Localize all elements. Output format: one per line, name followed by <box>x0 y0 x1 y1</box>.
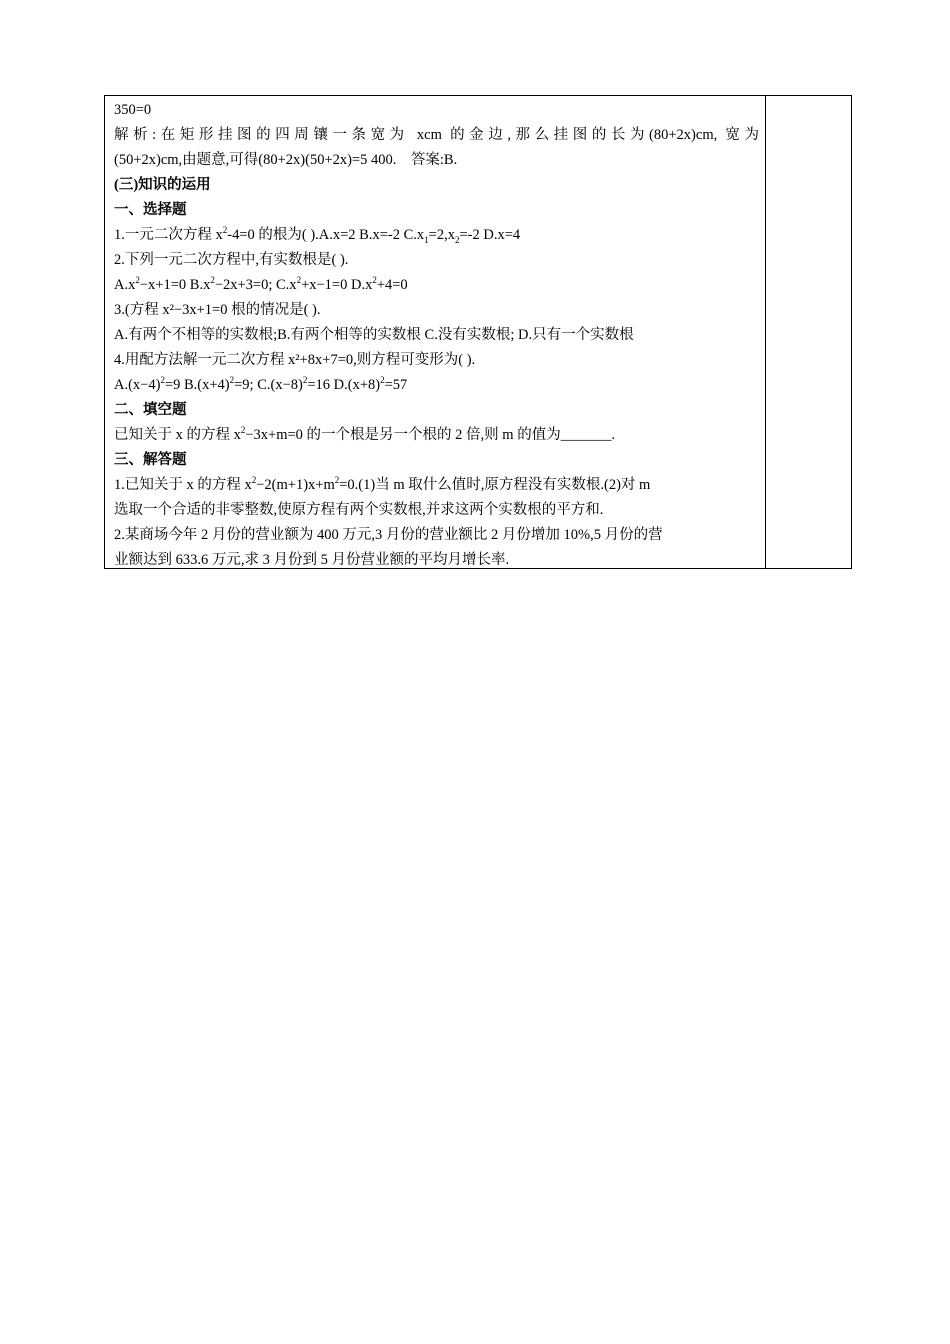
question-1 <box>114 223 759 248</box>
question-1-text: 1.一元二次方程 x <box>114 227 223 243</box>
option-text: +4=0 <box>376 277 408 293</box>
option-text: +x−1=0 D.x <box>301 277 373 293</box>
exponent: 2 <box>334 475 340 486</box>
option-text: −2x+3=0; C.x <box>214 277 297 293</box>
exponent: 2 <box>135 275 140 286</box>
question-1-text: =-2 D.x=4 <box>459 227 521 243</box>
option-text: =57 <box>384 377 408 393</box>
exponent: 2 <box>296 275 302 286</box>
exponent: 2 <box>372 275 377 286</box>
exponent: 2 <box>210 275 215 286</box>
heading-multiple-choice: 一、选择题 <box>114 202 187 218</box>
main-content-cell <box>105 96 766 568</box>
solve-question-2-line-2: 业额达到 633.6 万元,求 3 月份到 5 月份营业额的平均月增长率. <box>114 552 510 568</box>
section-heading-application: (三)知识的运用 <box>114 177 211 193</box>
option-text: =9; C.(x−8) <box>234 377 303 393</box>
side-notes-cell <box>766 96 851 568</box>
subscript: 1 <box>424 234 429 245</box>
fill-in-question <box>114 423 759 448</box>
question-3-options: A.有两个不相等的实数根;B.有两个相等的实数根 C.没有实数根; D.只有一个实数根 <box>114 327 634 343</box>
question-4: 4.用配方法解一元二次方程 x²+8x+7=0,则方程可变形为( ). <box>114 352 476 368</box>
heading-fill-in: 二、填空题 <box>114 402 187 418</box>
exponent: 2 <box>240 425 246 436</box>
solve-text: 1.已知关于 x 的方程 x <box>114 477 252 493</box>
option-text: A.(x−4) <box>114 377 161 393</box>
exponent: 2 <box>380 375 385 386</box>
solve-question-1-line-1 <box>114 473 759 498</box>
content-table <box>104 95 852 569</box>
exponent: 2 <box>160 375 165 386</box>
question-1-text: =2,x <box>428 227 455 243</box>
exponent: 2 <box>251 475 257 486</box>
option-text: =16 D.(x+8) <box>307 377 381 393</box>
question-2-options <box>114 273 759 298</box>
fill-in-text: −3x+m=0 的一个根是另一个根的 2 倍,则 m 的值为_______. <box>245 427 616 443</box>
option-text: =9 B.(x+4) <box>164 377 230 393</box>
question-3: 3.(方程 x²−3x+1=0 根的情况是( ). <box>114 302 321 318</box>
exponent: 2 <box>302 375 308 386</box>
exponent: 2 <box>229 375 235 386</box>
subscript: 2 <box>454 234 460 245</box>
solve-text: =0.(1)当 m 取什么值时,原方程没有实数根.(2)对 m <box>339 477 651 493</box>
option-text: −x+1=0 B.x <box>139 277 211 293</box>
question-4-options <box>114 373 759 398</box>
fill-in-text: 已知关于 x 的方程 x <box>114 427 241 443</box>
analysis-line-2: (50+2x)cm,由题意,可得(80+2x)(50+2x)=5 400. 答案:B. <box>114 152 458 168</box>
solve-text: −2(m+1)x+m <box>256 477 335 493</box>
question-1-text: -4=0 的根为( ).A.x=2 B.x=-2 C.x <box>227 227 425 243</box>
analysis-line-1: 解析:在矩形挂图的四周镶一条宽为 xcm 的金边,那么挂图的长为(80+2x)cm, 宽为 <box>114 127 759 143</box>
solve-question-2-line-1: 2.某商场今年 2 月份的营业额为 400 万元,3 月份的营业额比 2 月份增加 10%,5 月份的营 <box>114 527 663 543</box>
solve-question-1-line-2: 选取一个合适的非零整数,使原方程有两个实数根,并求这两个实数根的平方和. <box>114 502 604 518</box>
exponent: 2 <box>222 225 228 236</box>
heading-solve: 三、解答题 <box>114 452 187 468</box>
option-text: A.x <box>114 277 136 293</box>
question-2: 2.下列一元二次方程中,有实数根是( ). <box>114 252 349 268</box>
equation-line-tail: 350=0 <box>114 102 152 118</box>
